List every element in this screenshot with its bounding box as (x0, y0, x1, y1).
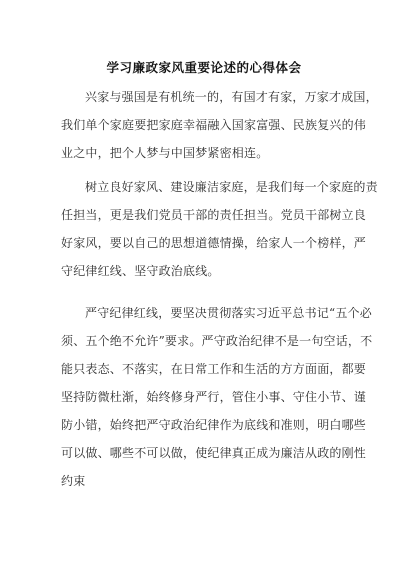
paragraph-line: 可以做、哪些不可以做，使纪律真正成为廉洁从政的刚性 (61, 446, 367, 460)
paragraph-2 (61, 173, 378, 285)
paragraph-line: 坚持防微杜渐，始终修身严行，管住小事、守住小节、谨 (61, 390, 367, 404)
paragraph-line: 任担当，更是我们党员干部的责任担当。党员干部树立良 (61, 208, 367, 222)
document-title: 学习廉政家风重要论述的心得体会 (106, 60, 302, 75)
paragraph-line: 树立良好家风、建设廉洁家庭，是我们每一个家庭的责 (85, 180, 378, 194)
paragraph-1 (61, 83, 378, 167)
paragraph-line: 我们单个家庭要把家庭幸福融入国家富强、民族复兴的伟 (61, 118, 367, 132)
paragraph-line: 兴家与强国是有机统一的，有国才有家，万家才成国， (85, 90, 378, 104)
paragraph-line: 守纪律红线、坚守政治底线。 (61, 264, 220, 278)
paragraph-line: 约束 (61, 474, 86, 488)
paragraph-line: 严守纪律红线，要坚决贯彻落实习近平总书记“五个必 (85, 306, 372, 320)
paragraph-line: 好家风，要以自己的思想道德情操，给家人一个榜样，严 (61, 236, 367, 250)
paragraph-line: 业之中，把个人梦与中国梦紧密相连。 (61, 146, 269, 160)
paragraph-line: 能只表态、不落实，在日常工作和生活的方方面面，都要 (61, 362, 367, 376)
paragraph-line: 须、五个绝不允许”要求。严守政治纪律不是一句空话，不 (61, 334, 373, 348)
paragraph-line: 防小错，始终把严守政治纪律作为底线和准则，明白哪些 (61, 418, 367, 432)
paragraph-3 (61, 299, 373, 495)
